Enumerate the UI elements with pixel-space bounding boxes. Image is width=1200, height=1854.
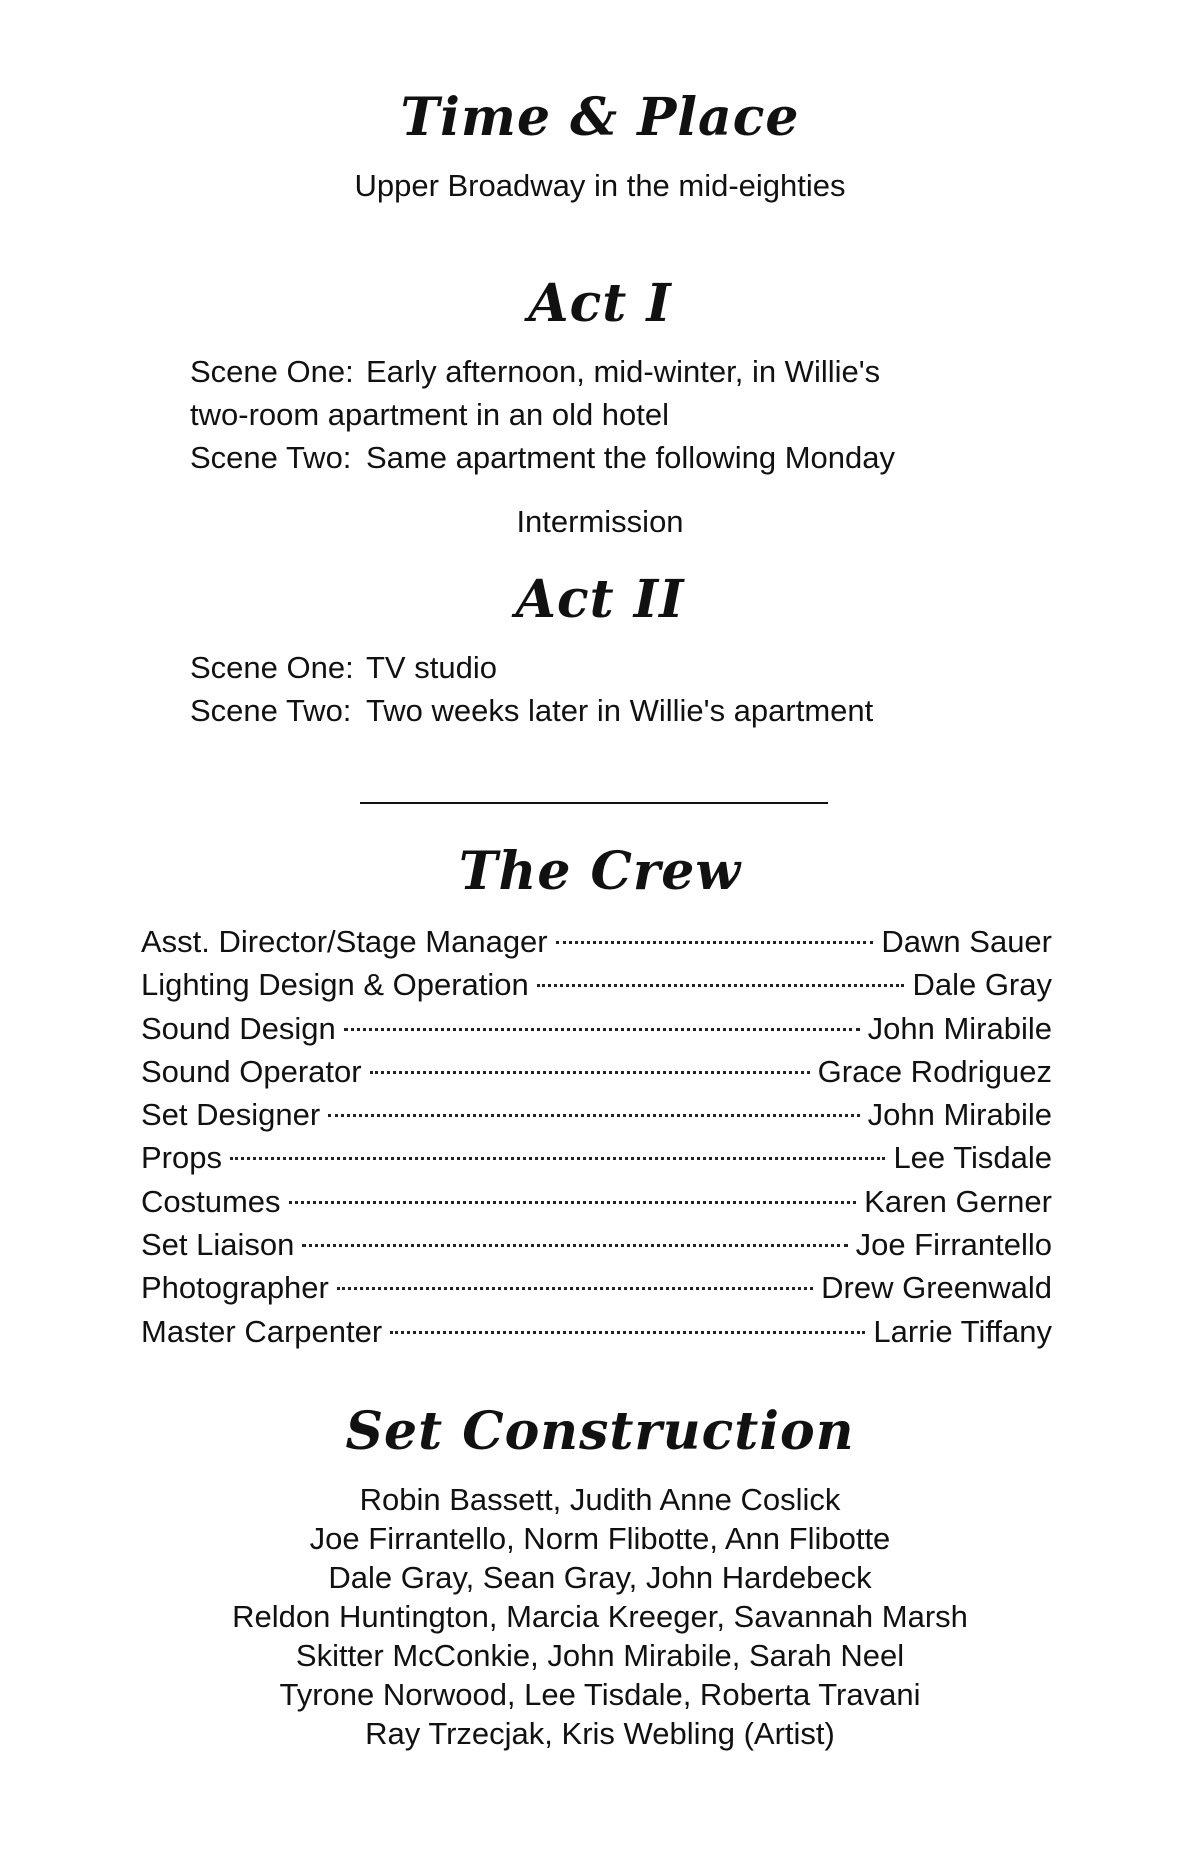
crew-row	[141, 1007, 1052, 1050]
crew-role: Set Liaison	[141, 1227, 295, 1263]
scene-label: Scene One:	[190, 650, 354, 685]
crew-name: Karen Gerner	[864, 1183, 1052, 1219]
dot-leader	[302, 1244, 847, 1247]
dot-leader	[289, 1201, 857, 1204]
dot-leader	[230, 1157, 885, 1160]
time-place-heading: Time & Place	[400, 87, 800, 148]
crew-role: Sound Design	[141, 1010, 336, 1046]
crew-name: Drew Greenwald	[821, 1270, 1052, 1306]
crew-name: Lee Tisdale	[893, 1140, 1052, 1176]
crew-row	[141, 920, 1052, 963]
scene-label: Scene One:	[190, 354, 354, 389]
crew-row	[141, 1266, 1052, 1309]
scene-row	[190, 436, 1050, 479]
construction-line: Skitter McConkie, John Mirabile, Sarah Neel	[295, 1638, 905, 1673]
intermission-label: Intermission	[516, 504, 684, 539]
section-divider	[360, 802, 828, 804]
scene-text: Early afternoon, mid-winter, in Willie's	[366, 354, 881, 389]
scene-text: Two weeks later in Willie's apartment	[366, 693, 874, 728]
crew-row	[141, 963, 1052, 1006]
act-one-scenes	[190, 350, 1050, 479]
scene-label: Scene Two:	[190, 440, 352, 475]
crew-name: Dawn Sauer	[881, 924, 1052, 959]
crew-row	[141, 1093, 1052, 1136]
dot-leader	[337, 1287, 813, 1290]
dot-leader	[556, 941, 874, 944]
crew-heading: The Crew	[458, 841, 742, 902]
crew-list	[141, 920, 1052, 1353]
crew-row	[141, 1310, 1052, 1353]
act-two-heading: Act II	[515, 569, 685, 630]
crew-row	[141, 1180, 1052, 1223]
crew-name: Joe Firrantello	[855, 1227, 1052, 1263]
construction-line: Reldon Huntington, Marcia Kreeger, Savannah Marsh	[232, 1599, 968, 1634]
act-one-heading: Act I	[528, 273, 672, 334]
scene-row	[190, 350, 1050, 393]
construction-line: Tyrone Norwood, Lee Tisdale, Roberta Travani	[279, 1677, 921, 1712]
scene-row	[190, 689, 1050, 732]
dot-leader	[370, 1071, 810, 1074]
dot-leader	[390, 1331, 865, 1334]
crew-name: Larrie Tiffany	[873, 1313, 1052, 1349]
construction-line: Robin Bassett, Judith Anne Coslick	[359, 1482, 841, 1517]
scene-continuation: two-room apartment in an old hotel	[190, 397, 670, 432]
set-construction-heading: Set Construction	[345, 1401, 855, 1462]
scene-text: Same apartment the following Monday	[366, 440, 896, 475]
crew-name: John Mirabile	[867, 1010, 1052, 1046]
crew-role: Costumes	[141, 1183, 281, 1219]
scene-text: TV studio	[366, 650, 497, 685]
scene-row	[190, 646, 1050, 689]
crew-row	[141, 1050, 1052, 1093]
set-construction-list	[0, 1480, 1200, 1753]
crew-row	[141, 1136, 1052, 1179]
construction-line: Joe Firrantello, Norm Flibotte, Ann Flibotte	[309, 1521, 891, 1556]
construction-line: Ray Trzecjak, Kris Webling (Artist)	[365, 1716, 835, 1751]
act-two-scenes	[190, 646, 1050, 732]
time-place-text: Upper Broadway in the mid-eighties	[354, 168, 846, 203]
dot-leader	[328, 1114, 859, 1117]
crew-role: Sound Operator	[141, 1053, 362, 1089]
scene-label: Scene Two:	[190, 693, 352, 728]
crew-role: Props	[141, 1140, 222, 1176]
crew-role: Set Designer	[141, 1097, 321, 1133]
crew-role: Master Carpenter	[141, 1313, 383, 1349]
crew-name: John Mirabile	[867, 1097, 1052, 1133]
crew-name: Grace Rodriguez	[817, 1053, 1052, 1089]
crew-role: Photographer	[141, 1270, 329, 1306]
dot-leader	[537, 984, 905, 987]
dot-leader	[344, 1028, 860, 1031]
crew-name: Dale Gray	[912, 967, 1052, 1003]
crew-role: Asst. Director/Stage Manager	[141, 924, 548, 959]
crew-row	[141, 1223, 1052, 1266]
construction-line: Dale Gray, Sean Gray, John Hardebeck	[328, 1560, 872, 1595]
crew-role: Lighting Design & Operation	[141, 967, 529, 1003]
